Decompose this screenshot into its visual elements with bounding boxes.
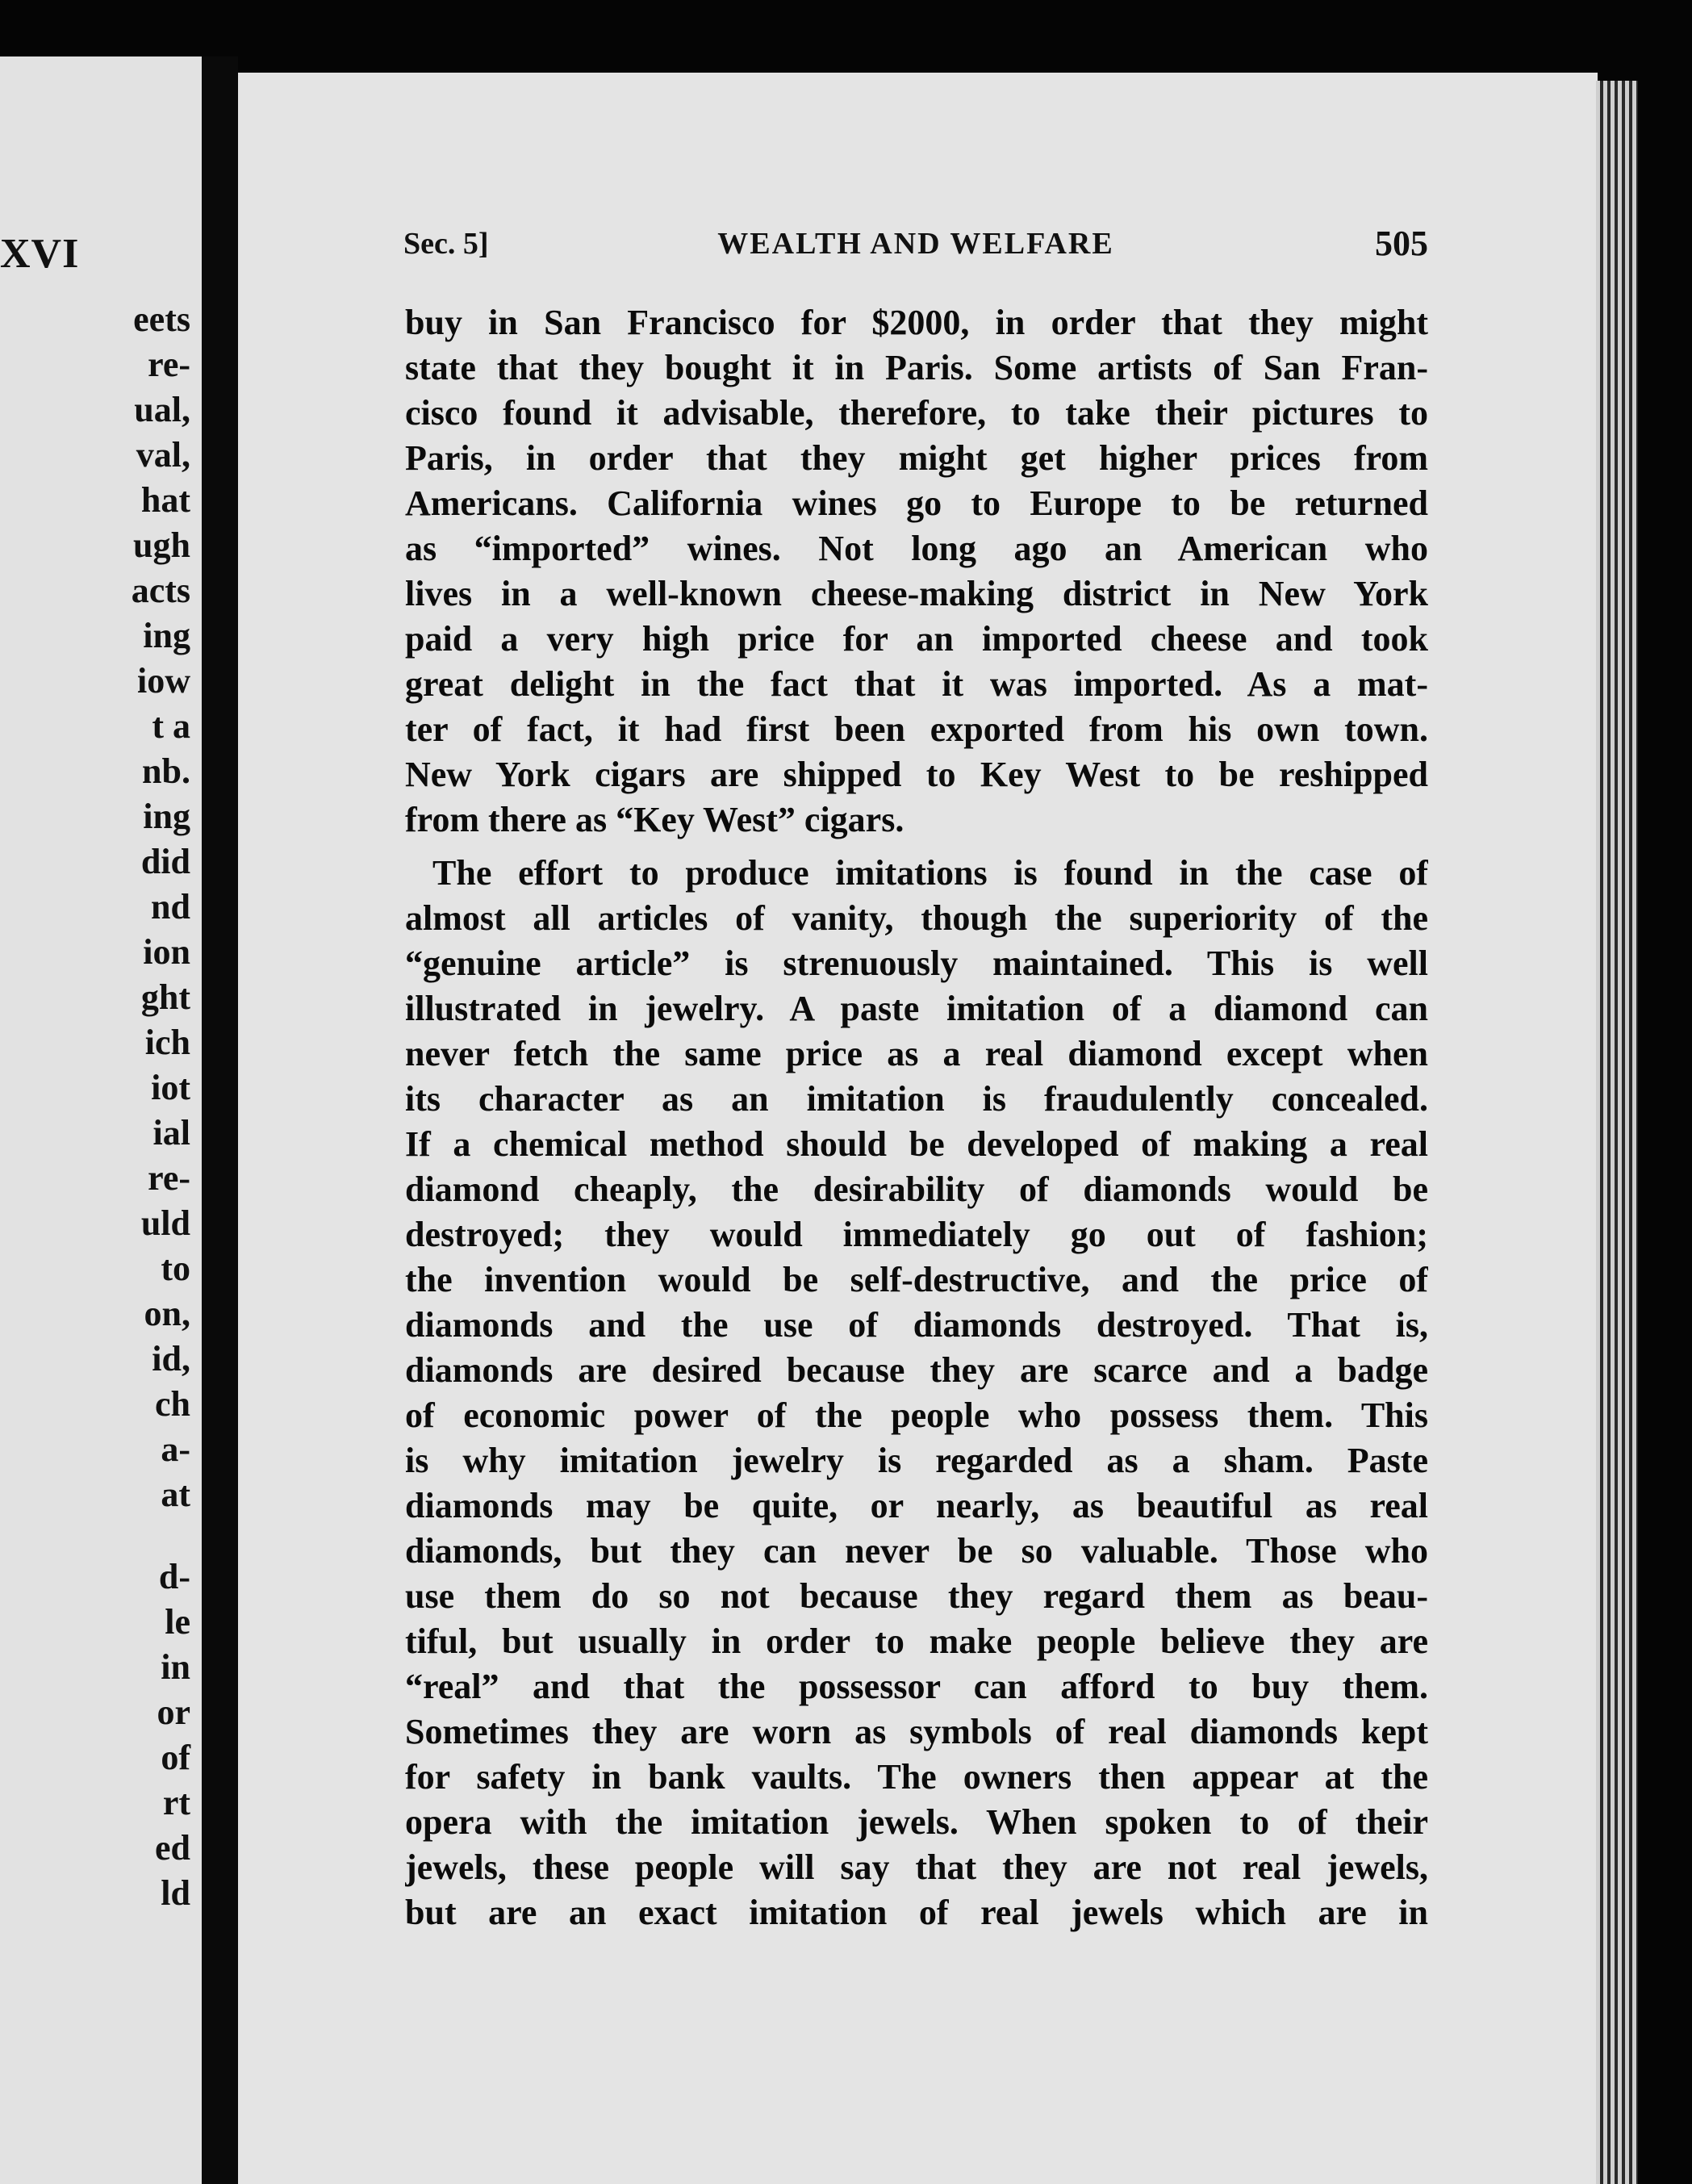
text-line: use them do so not because they regard them as beau-: [405, 1576, 1428, 1616]
text-line: diamonds, but they can never be so valuable. Those who: [405, 1531, 1428, 1571]
left-page-line: ght: [140, 977, 190, 1017]
left-page-text: [0, 299, 190, 1918]
left-page-line: eets: [133, 299, 190, 339]
text-line: Americans. California wines go to Europe to be returned: [405, 483, 1428, 523]
left-page-line: ing: [143, 797, 190, 836]
left-page-line: le: [165, 1602, 190, 1642]
text-line: lives in a well-known cheese-making district in New York: [405, 574, 1428, 613]
left-page-line: ld: [161, 1873, 190, 1913]
text-line: jewels, these people will say that they are not real jewels,: [405, 1847, 1428, 1887]
text-line: never fetch the same price as a real diamond except when: [405, 1034, 1428, 1073]
text-line: of economic power of the people who possess them. This: [405, 1395, 1428, 1435]
left-page-line: acts: [131, 571, 190, 610]
text-line: paid a very high price for an imported cheese and took: [405, 619, 1428, 659]
text-line: its character as an imitation is fraudulently concealed.: [405, 1079, 1428, 1119]
left-page-line: nb.: [142, 751, 190, 791]
left-page-line: re-: [148, 1158, 190, 1198]
text-line: tiful, but usually in order to make people believe they are: [405, 1621, 1428, 1661]
page-edges: [1596, 81, 1638, 2184]
text-line: ter of fact, it had first been exported from his own town.: [405, 709, 1428, 749]
left-page-line: nd: [151, 887, 190, 927]
left-page-line: ion: [143, 932, 190, 972]
text-line: The effort to produce imitations is found in the case of: [432, 853, 1428, 893]
left-page-line: [0, 1519, 190, 1556]
left-page-line: in: [161, 1647, 190, 1687]
text-line: buy in San Francisco for $2000, in order that they might: [405, 303, 1428, 342]
left-page-line: at: [161, 1475, 190, 1514]
text-line: diamonds and the use of diamonds destroyed. That is,: [405, 1305, 1428, 1345]
running-title: WEALTH AND WELFARE: [717, 227, 1114, 261]
left-page-line: id,: [152, 1339, 190, 1379]
text-line: illustrated in jewelry. A paste imitation of a diamond can: [405, 989, 1428, 1028]
left-page-line: a-: [161, 1429, 190, 1469]
text-line: almost all articles of vanity, though the superiority of the: [405, 898, 1428, 938]
text-line: as “imported” wines. Not long ago an American who: [405, 529, 1428, 568]
text-line: If a chemical method should be developed of making a real: [405, 1124, 1428, 1164]
text-line: “genuine article” is strenuously maintained. This is well: [405, 943, 1428, 983]
left-page-line: ed: [155, 1828, 190, 1868]
left-page-line: ing: [143, 616, 190, 655]
left-page-line: ugh: [133, 525, 190, 565]
left-page-line: iot: [151, 1068, 190, 1107]
text-line: cisco found it advisable, therefore, to take their pictures to: [405, 393, 1428, 433]
left-page-line: ial: [152, 1113, 190, 1153]
text-line: diamond cheaply, the desirability of diamonds would be: [405, 1169, 1428, 1209]
body-text: [405, 300, 1428, 1935]
text-line: New York cigars are shipped to Key West to be reshipped: [405, 755, 1428, 794]
running-head: [403, 226, 1428, 274]
text-line: from there as “Key West” cigars.: [405, 800, 904, 839]
text-line: destroyed; they would immediately go out of fashion;: [405, 1215, 1428, 1254]
section-label: Sec. 5]: [403, 227, 489, 261]
left-page-line: rt: [162, 1783, 190, 1822]
text-line: state that they bought it in Paris. Some artists of San Fran-: [405, 348, 1428, 387]
left-page-line: re-: [148, 345, 190, 384]
text-line: but are an exact imitation of real jewels which are in: [405, 1893, 1428, 1932]
left-page-line: t a: [152, 706, 190, 746]
left-page-header: XVI: [0, 231, 80, 277]
left-page-line: ich: [144, 1023, 190, 1062]
left-page-line: to: [161, 1249, 190, 1288]
text-line: for safety in bank vaults. The owners then appear at the: [405, 1757, 1428, 1797]
left-page-line: d-: [158, 1557, 190, 1596]
right-page: [238, 73, 1598, 2184]
left-page-line: of: [161, 1738, 190, 1777]
left-page-line: uld: [140, 1203, 190, 1243]
text-line: opera with the imitation jewels. When spoken to of their: [405, 1802, 1428, 1842]
book-gutter: [202, 56, 238, 2184]
text-line: the invention would be self-destructive, and the price of: [405, 1260, 1428, 1299]
left-page-line: iow: [137, 661, 190, 701]
text-line: Paris, in order that they might get higher prices from: [405, 438, 1428, 478]
text-line: great delight in the fact that it was imported. As a mat-: [405, 664, 1428, 704]
text-line: Sometimes they are worn as symbols of real diamonds kept: [405, 1712, 1428, 1751]
left-page-line: or: [157, 1692, 190, 1732]
left-page-line: did: [140, 842, 190, 881]
left-page-line: on,: [144, 1294, 190, 1333]
page-number: 505: [1375, 224, 1428, 263]
left-page-line: ual,: [134, 390, 190, 429]
left-page-line: ch: [155, 1384, 190, 1424]
text-line: diamonds are desired because they are scarce and a badge: [405, 1350, 1428, 1390]
text-line: diamonds may be quite, or nearly, as beautiful as real: [405, 1486, 1428, 1525]
left-page: [0, 56, 202, 2184]
left-page-line: hat: [140, 480, 190, 520]
text-line: is why imitation jewelry is regarded as a sham. Paste: [405, 1441, 1428, 1480]
text-line: “real” and that the possessor can afford to buy them.: [405, 1667, 1428, 1706]
left-page-line: val,: [136, 435, 190, 475]
